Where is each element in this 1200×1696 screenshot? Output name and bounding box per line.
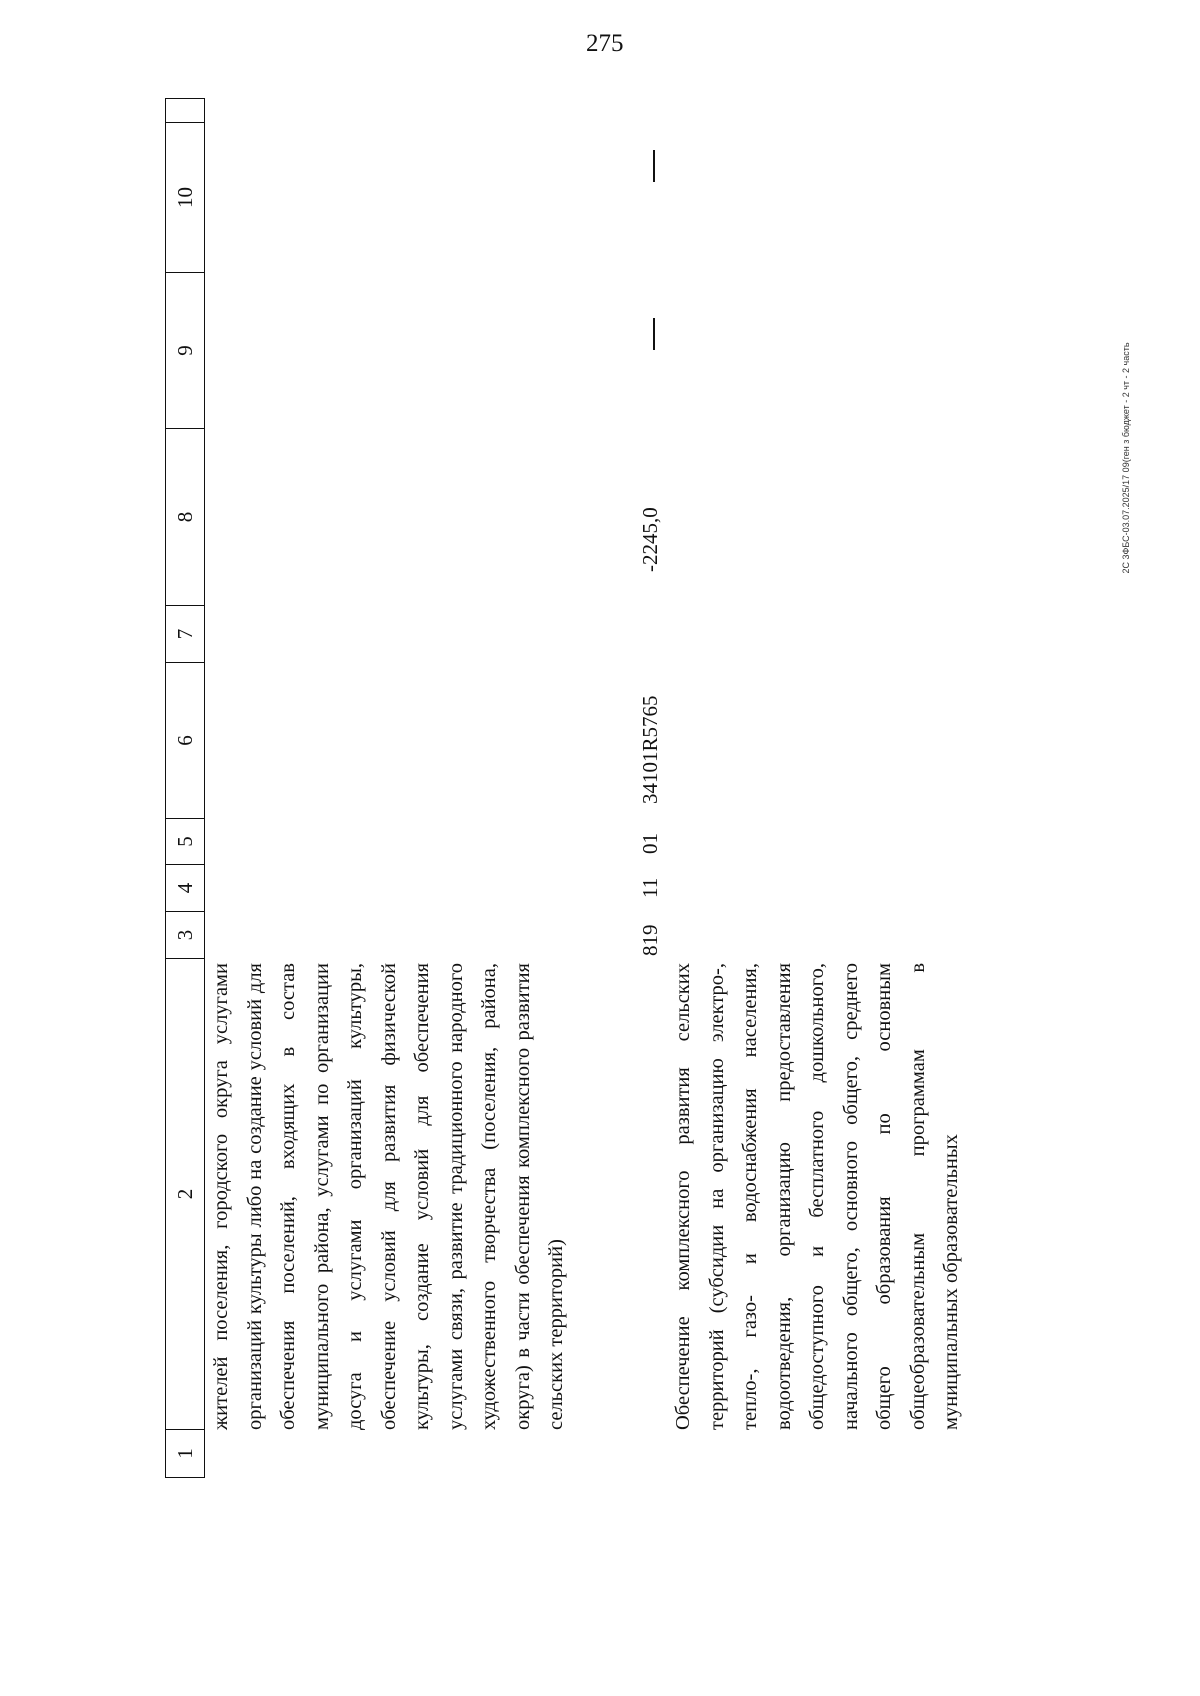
row-2-description: Обеспечение комплексного развития сельских территорий (субсидии на организацию электро-, тепло-, газо- и водоснабжения населения, водоотведения, организацию предоставления общедоступного и бесплатного дошкольного, начального общего, основного общего, среднего общего образования по основным общеобразовательным программам в муниципальных образовательных	[672, 963, 962, 1430]
header-col-2: 2	[166, 959, 204, 1430]
header-col-4: 4	[166, 865, 204, 912]
header-col-8: 8	[166, 429, 204, 606]
row-1-col5: 01	[638, 833, 662, 854]
row-1-col6: 34101R5765	[638, 695, 662, 804]
budget-table	[165, 98, 962, 1478]
row-1-col8: -2245,0	[638, 507, 662, 572]
header-col-5: 5	[166, 819, 204, 865]
table-header-row	[165, 98, 205, 1478]
footer-note: 2C 3ФБС-03.07.2025/17 09(ген з бюджет - 2 чт - 2 часть	[1121, 342, 1131, 574]
header-col-9: 9	[166, 273, 204, 429]
header-col-6: 6	[166, 663, 204, 819]
row-1-description: жителей поселения, городского округа услугами организаций культуры либо на создание условий для обеспечения поселений, входящих в состав муниципального района, услугами по организации досуга и услугами организаций культуры, обеспечение условий для развития физической культуры, создание условий для обеспечения услугами связи, развитие традиционного народного художественного творчества (поселения, района, округа) в части обеспечения комплексного развития сельских территорий)	[210, 963, 567, 1430]
header-col-1: 1	[166, 1430, 204, 1478]
table-row	[667, 98, 962, 1478]
page-number: 275	[586, 30, 624, 57]
header-col-3: 3	[166, 912, 204, 959]
header-col-extra	[166, 98, 204, 123]
row-1-col4: 11	[638, 877, 662, 898]
header-col-7: 7	[166, 606, 204, 663]
row-1-col3: 819	[638, 924, 662, 956]
row-1-col9-dash	[653, 318, 655, 350]
row-1-col10-dash	[653, 150, 655, 182]
table-row	[205, 98, 662, 1478]
header-col-10: 10	[166, 123, 204, 273]
